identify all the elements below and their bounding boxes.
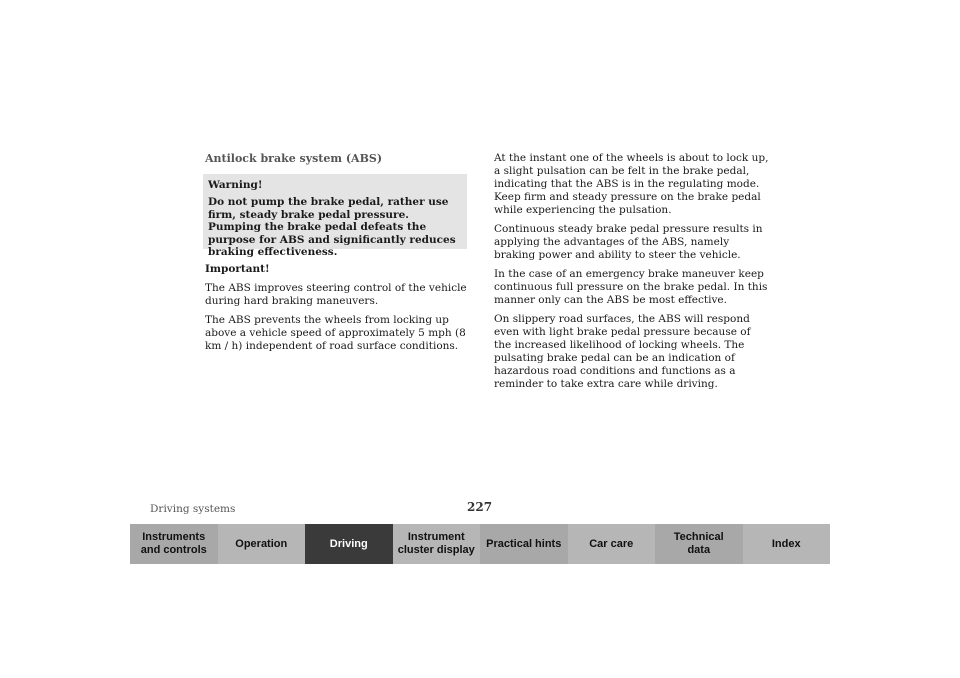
- tab-practical-hints[interactable]: Practical hints: [480, 524, 568, 564]
- paragraph: On slippery road surfaces, the ABS will respond even with light brake pedal pressure because of the increased likelihood of locking wheels. The pulsating brake pedal can be an indication of hazardous road conditions and functions as a reminder to take extra care while driving.: [494, 313, 751, 390]
- warning-title: Warning!: [208, 179, 263, 191]
- warning-box: [203, 174, 467, 258]
- tab-instrument-cluster-display[interactable]: Instrument cluster display: [393, 524, 481, 564]
- important-label: Important!: [205, 263, 270, 275]
- tab-index[interactable]: Index: [743, 524, 831, 564]
- left-column: [205, 263, 470, 359]
- paragraph: The ABS prevents the wheels from locking up above a vehicle speed of approximately 5 mph (8 km / h) independent of road surface conditions.: [205, 314, 466, 352]
- section-title: Antilock brake system (ABS): [205, 152, 383, 165]
- tab-instruments-and-controls[interactable]: Instruments and controls: [130, 524, 218, 564]
- paragraph: Continuous steady brake pedal pressure results in applying the advantages of the ABS, namely braking power and ability to steer the vehicle.: [494, 223, 763, 261]
- footer-section-label: Driving systems: [150, 503, 236, 515]
- tab-technical-data[interactable]: Technical data: [655, 524, 743, 564]
- paragraph: The ABS improves steering control of the vehicle during hard braking maneuvers.: [205, 282, 467, 307]
- chapter-nav: [130, 524, 830, 564]
- tab-operation[interactable]: Operation: [218, 524, 306, 564]
- warning-text: Do not pump the brake pedal, rather use firm, steady brake pedal pressure. Pumping the brake pedal defeats the purpose for ABS and significantly reduces braking effectiveness.: [208, 196, 456, 258]
- paragraph: In the case of an emergency brake maneuver keep continuous full pressure on the brake pedal. In this manner only can the ABS be most effective.: [494, 268, 768, 306]
- tab-driving[interactable]: Driving: [305, 524, 393, 564]
- paragraph: At the instant one of the wheels is about to lock up, a slight pulsation can be felt in the brake pedal, indicating that the ABS is in the regulating mode. Keep firm and steady pressure on the brake pedal while experiencing the pulsation.: [494, 152, 769, 216]
- page-number: 227: [467, 500, 493, 514]
- right-column: [494, 152, 769, 397]
- tab-car-care[interactable]: Car care: [568, 524, 656, 564]
